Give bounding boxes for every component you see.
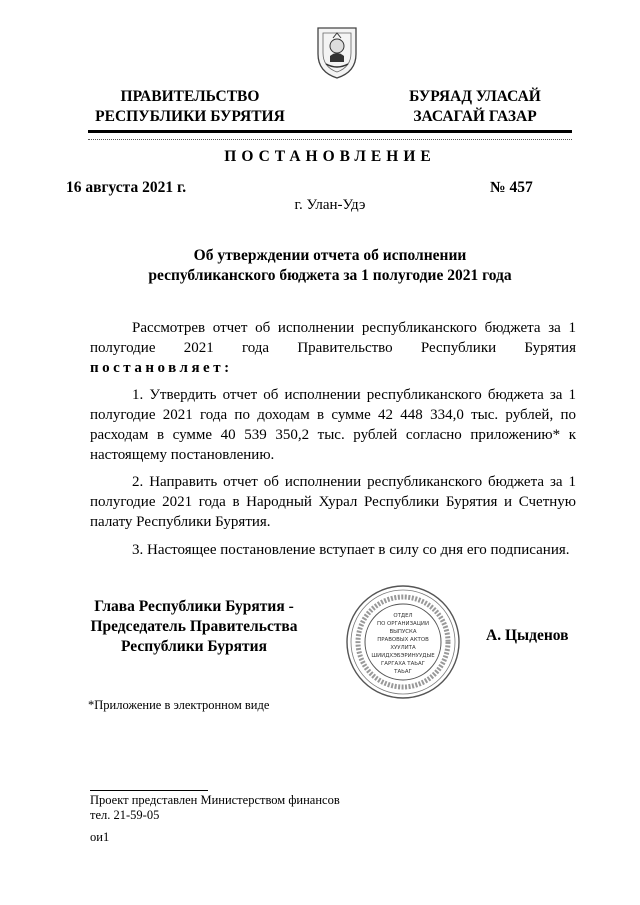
- intro-paragraph: [90, 318, 576, 378]
- seal-text-2: ПО ОРГАНИЗАЦИИ: [377, 621, 429, 627]
- document-title: [88, 246, 572, 286]
- issuer-line-1: ПРАВИТЕЛЬСТВО: [120, 88, 260, 105]
- issuer-buryat-line-2: ЗАСАГАЙ ГАЗАР: [413, 108, 537, 125]
- document-city: г. Улан-Удэ: [294, 197, 366, 213]
- decree-word: постановляет:: [90, 360, 233, 376]
- seal-text-6: ШИИДХЭБЭРИНУУДЫЕ: [371, 653, 435, 659]
- seal-text-5: ХУУЛИТА: [390, 645, 416, 651]
- footer-phone: тел. 21-59-05: [90, 808, 160, 822]
- signatory-title-line-1: Глава Республики Бурятия -: [94, 598, 294, 615]
- header-divider: [88, 130, 572, 133]
- document-number: № 457: [490, 179, 533, 196]
- appendix-note: *Приложение в электронном виде: [88, 698, 270, 712]
- signatory-name: А. Цыденов: [486, 627, 569, 644]
- official-seal-icon: [344, 583, 462, 701]
- item-3-paragraph: 3. Настоящее постановление вступает в силу со дня его подписания.: [132, 542, 570, 558]
- seal-text-1: ОТДЕЛ: [393, 613, 413, 619]
- coat-of-arms-icon: [314, 24, 360, 80]
- footer-prepared-by: Проект представлен Министерством финансов: [90, 793, 340, 807]
- item-2-paragraph: 2. Направить отчет об исполнении республиканского бюджета за 1 полугодие 2021 года в Народный Хурал Республики Бурятия и Счетную палату Республики Бурятия.: [90, 474, 576, 530]
- seal-text-3: ВЫПУСКА: [389, 629, 417, 635]
- title-line-1: Об утверждении отчета об исполнении: [193, 247, 467, 264]
- intro-text: Рассмотрев отчет об исполнении республиканского бюджета за 1 полугодие 2021 года Правительство Республики Бурятия: [90, 320, 576, 356]
- footnote-divider: [90, 790, 208, 791]
- issuer-name-russian: [80, 87, 300, 127]
- issuer-buryat-line-1: БУРЯАД УЛАСАЙ: [409, 88, 541, 105]
- seal-text-8: ТАЬАГ: [394, 669, 412, 675]
- signatory-title-line-3: Республики Бурятия: [121, 638, 267, 655]
- seal-text-4: ПРАВОВЫХ АКТОВ: [377, 637, 429, 643]
- footer-code: ои1: [90, 830, 110, 844]
- document-date: 16 августа 2021 г.: [66, 179, 187, 196]
- issuer-name-buryat: [380, 87, 570, 127]
- issuer-line-2: РЕСПУБЛИКИ БУРЯТИЯ: [95, 108, 285, 125]
- title-line-2: республиканского бюджета за 1 полугодие 2021 года: [148, 267, 512, 284]
- signatory-title-line-2: Председатель Правительства: [90, 618, 298, 635]
- item-1-paragraph: 1. Утвердить отчет об исполнении республиканского бюджета за 1 полугодие 2021 года по доходам в сумме 42 448 334,0 тыс. рублей, по расходам в сумме 40 539 350,2 тыс. рублей согласно приложению* к настоящему постановлению.: [90, 387, 576, 463]
- header-divider-dotted: [88, 139, 572, 140]
- seal-text-7: ГАРГАХА ТАЬАГ: [381, 661, 425, 667]
- signatory-title: [76, 597, 312, 657]
- document-type: ПОСТАНОВЛЕНИЕ: [224, 148, 436, 165]
